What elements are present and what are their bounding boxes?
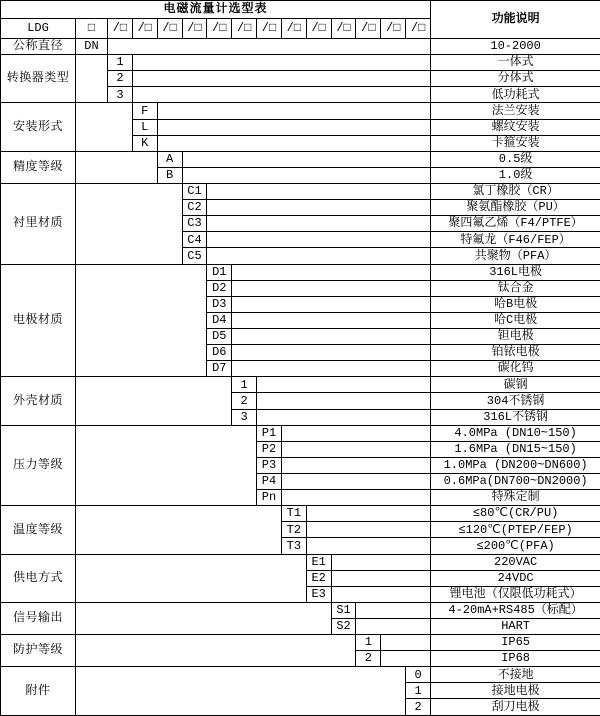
- model-code-slot: /□: [406, 19, 431, 39]
- option-desc-cell: 0.6MPa(DN700~DN2000): [431, 473, 600, 489]
- spacer-cell: [232, 345, 431, 361]
- option-desc-cell: 1.6MPa (DN15~150): [431, 441, 600, 457]
- option-code-cell: L: [132, 119, 157, 135]
- option-desc-cell: 0.5级: [431, 151, 600, 167]
- model-code-slot: /□: [108, 19, 133, 39]
- model-code-slot: /□: [257, 19, 282, 39]
- model-code-slot: /□: [182, 19, 207, 39]
- model-code-slot: /□: [132, 19, 157, 39]
- group-label: 转换器类型: [1, 55, 76, 103]
- option-desc-cell: 铂铱电极: [431, 345, 600, 361]
- spacer-cell: [76, 425, 257, 506]
- spacer-cell: [281, 473, 430, 489]
- option-desc-cell: 特氟龙（F46/FEP）: [431, 232, 600, 248]
- option-desc-cell: 不接地: [431, 667, 600, 683]
- option-desc-cell: IP65: [431, 635, 600, 651]
- option-code-cell: E2: [306, 570, 331, 586]
- option-code-cell: 1: [232, 377, 257, 393]
- spacer-cell: [232, 296, 431, 312]
- spacer-cell: [281, 425, 430, 441]
- spacer-cell: [182, 151, 431, 167]
- option-code-cell: C3: [182, 216, 207, 232]
- spacer-cell: [182, 167, 431, 183]
- spacer-cell: [381, 651, 431, 667]
- option-code-cell: 0: [406, 667, 431, 683]
- spacer-cell: [76, 377, 232, 425]
- option-code-cell: C4: [182, 232, 207, 248]
- option-row: [1, 425, 600, 441]
- spacer-cell: [232, 264, 431, 280]
- title-row: [1, 1, 600, 19]
- spacer-cell: [331, 570, 431, 586]
- option-code-cell: C1: [182, 183, 207, 199]
- option-desc-cell: 法兰安装: [431, 103, 600, 119]
- spacer-cell: [356, 618, 431, 634]
- group-label: 外壳材质: [1, 377, 76, 425]
- option-code-cell: 3: [232, 409, 257, 425]
- spacer-cell: [331, 554, 431, 570]
- option-desc-cell: 刮刀电极: [431, 699, 600, 716]
- option-desc-cell: 低功耗式: [431, 87, 600, 103]
- diameter-label: 公称直径: [1, 39, 76, 55]
- group-label: 防护等级: [1, 635, 76, 667]
- option-desc-cell: 4-20mA+RS485（标配）: [431, 602, 600, 618]
- option-row: [1, 602, 600, 618]
- option-desc-cell: 接地电极: [431, 683, 600, 699]
- group-label: 安装形式: [1, 103, 76, 151]
- option-desc-cell: 锂电池（仅限低功耗式）: [431, 586, 600, 602]
- option-desc-cell: 分体式: [431, 71, 600, 87]
- option-code-cell: A: [157, 151, 182, 167]
- model-code-slot: /□: [306, 19, 331, 39]
- spacer-cell: [76, 602, 332, 634]
- option-code-cell: P4: [257, 473, 282, 489]
- spacer-cell: [132, 71, 430, 87]
- option-code-cell: D4: [207, 312, 232, 328]
- spacer-cell: [306, 522, 430, 538]
- option-code-cell: D5: [207, 328, 232, 344]
- option-code-cell: P2: [257, 441, 282, 457]
- option-row: [1, 103, 600, 119]
- option-row: [1, 55, 600, 71]
- option-code-cell: D2: [207, 280, 232, 296]
- spacer-cell: [232, 312, 431, 328]
- option-desc-cell: 钛合金: [431, 280, 600, 296]
- option-code-cell: 1: [108, 55, 133, 71]
- option-desc-cell: 220VAC: [431, 554, 600, 570]
- option-code-cell: P3: [257, 457, 282, 473]
- option-code-cell: Pn: [257, 490, 282, 506]
- spacer-cell: [232, 328, 431, 344]
- group-label: 附件: [1, 667, 76, 716]
- model-prefix-label: LDG: [1, 19, 76, 39]
- option-code-cell: P1: [257, 425, 282, 441]
- option-desc-cell: 碳钢: [431, 377, 600, 393]
- spacer-cell: [207, 183, 431, 199]
- spacer-cell: [306, 506, 430, 522]
- option-row: [1, 667, 600, 683]
- option-desc-cell: HART: [431, 618, 600, 634]
- option-code-cell: C5: [182, 248, 207, 264]
- spacer-cell: [76, 151, 158, 183]
- model-code-box: □: [76, 19, 108, 39]
- option-desc-cell: 316L不锈钢: [431, 409, 600, 425]
- group-label: 衬里材质: [1, 183, 76, 264]
- spacer-cell: [76, 183, 183, 264]
- option-row: [1, 377, 600, 393]
- model-code-slot: /□: [207, 19, 232, 39]
- option-code-cell: 3: [108, 87, 133, 103]
- option-desc-cell: 碳化钨: [431, 361, 600, 377]
- group-label: 电极材质: [1, 264, 76, 377]
- spacer-cell: [331, 586, 431, 602]
- option-code-cell: B: [157, 167, 182, 183]
- option-code-cell: D3: [207, 296, 232, 312]
- group-label: 压力等级: [1, 425, 76, 506]
- spacer-cell: [356, 602, 431, 618]
- option-desc-cell: 卡箍安装: [431, 135, 600, 151]
- option-desc-cell: 哈B电极: [431, 296, 600, 312]
- group-label: 供电方式: [1, 554, 76, 602]
- option-code-cell: E3: [306, 586, 331, 602]
- spacer-cell: [108, 39, 431, 55]
- option-desc-cell: 共聚物（PFA）: [431, 248, 600, 264]
- spacer-cell: [76, 103, 133, 151]
- option-desc-cell: ≤120℃(PTEP/FEP): [431, 522, 600, 538]
- spacer-cell: [381, 635, 431, 651]
- model-code-slot: /□: [381, 19, 406, 39]
- diameter-code-cell: DN: [76, 39, 108, 55]
- option-code-cell: T1: [281, 506, 306, 522]
- diameter-row: [1, 39, 600, 55]
- spacer-cell: [157, 135, 430, 151]
- option-desc-cell: 聚四氟乙烯（F4/PTFE）: [431, 216, 600, 232]
- model-code-slot: /□: [281, 19, 306, 39]
- spacer-cell: [281, 441, 430, 457]
- spacer-cell: [232, 280, 431, 296]
- option-code-cell: F: [132, 103, 157, 119]
- option-desc-cell: ≤200℃(PFA): [431, 538, 600, 554]
- spacer-cell: [132, 55, 430, 71]
- option-desc-cell: 304不锈钢: [431, 393, 600, 409]
- option-code-cell: T2: [281, 522, 306, 538]
- option-desc-cell: 聚氨酯橡胶（PU）: [431, 200, 600, 216]
- model-code-slot: /□: [356, 19, 381, 39]
- spacer-cell: [76, 506, 282, 554]
- spacer-cell: [132, 87, 430, 103]
- spacer-cell: [207, 216, 431, 232]
- group-label: 温度等级: [1, 506, 76, 554]
- model-code-slot: /□: [232, 19, 257, 39]
- option-desc-cell: IP68: [431, 651, 600, 667]
- option-desc-cell: 哈C电极: [431, 312, 600, 328]
- spacer-cell: [306, 538, 430, 554]
- option-row: [1, 183, 600, 199]
- group-label: 精度等级: [1, 151, 76, 183]
- spacer-cell: [281, 490, 430, 506]
- spacer-cell: [76, 667, 406, 716]
- option-desc-cell: 特殊定制: [431, 490, 600, 506]
- option-row: [1, 554, 600, 570]
- group-label: 信号输出: [1, 602, 76, 634]
- option-code-cell: T3: [281, 538, 306, 554]
- option-desc-cell: 316L电极: [431, 264, 600, 280]
- option-desc-cell: 氯丁橡胶（CR）: [431, 183, 600, 199]
- option-desc-cell: 4.0MPa (DN10~150): [431, 425, 600, 441]
- option-code-cell: 1: [406, 683, 431, 699]
- option-code-cell: E1: [306, 554, 331, 570]
- option-code-cell: 2: [356, 651, 381, 667]
- diameter-desc-cell: 10-2000: [431, 39, 600, 55]
- page-title: 电磁流量计选型表: [1, 1, 431, 19]
- spacer-cell: [76, 554, 307, 602]
- spacer-cell: [157, 103, 430, 119]
- option-code-cell: D7: [207, 361, 232, 377]
- spacer-cell: [232, 361, 431, 377]
- spacer-cell: [257, 377, 431, 393]
- spacer-cell: [207, 200, 431, 216]
- option-desc-cell: 一体式: [431, 55, 600, 71]
- spacer-cell: [76, 635, 356, 667]
- spacer-cell: [257, 393, 431, 409]
- model-code-slot: /□: [331, 19, 356, 39]
- option-row: [1, 151, 600, 167]
- option-desc-cell: 1.0级: [431, 167, 600, 183]
- option-desc-cell: 24VDC: [431, 570, 600, 586]
- option-code-cell: C2: [182, 200, 207, 216]
- option-desc-cell: ≤80℃(CR/PU): [431, 506, 600, 522]
- option-code-cell: 2: [108, 71, 133, 87]
- spacer-cell: [207, 232, 431, 248]
- option-desc-cell: 钽电极: [431, 328, 600, 344]
- option-desc-cell: 1.0MPa (DN200~DN600): [431, 457, 600, 473]
- option-code-cell: K: [132, 135, 157, 151]
- spacer-cell: [257, 409, 431, 425]
- option-row: [1, 264, 600, 280]
- spacer-cell: [281, 457, 430, 473]
- spacer-cell: [76, 55, 108, 103]
- option-code-cell: 1: [356, 635, 381, 651]
- spacer-cell: [157, 119, 430, 135]
- spacer-cell: [76, 264, 207, 377]
- spacer-cell: [207, 248, 431, 264]
- function-column-header: 功能说明: [431, 1, 600, 39]
- option-code-cell: D6: [207, 345, 232, 361]
- option-row: [1, 506, 600, 522]
- option-row: [1, 635, 600, 651]
- option-code-cell: S1: [331, 602, 356, 618]
- option-desc-cell: 螺纹安装: [431, 119, 600, 135]
- option-code-cell: 2: [232, 393, 257, 409]
- option-code-cell: D1: [207, 264, 232, 280]
- model-code-slot: /□: [157, 19, 182, 39]
- option-code-cell: 2: [406, 699, 431, 716]
- option-code-cell: S2: [331, 618, 356, 634]
